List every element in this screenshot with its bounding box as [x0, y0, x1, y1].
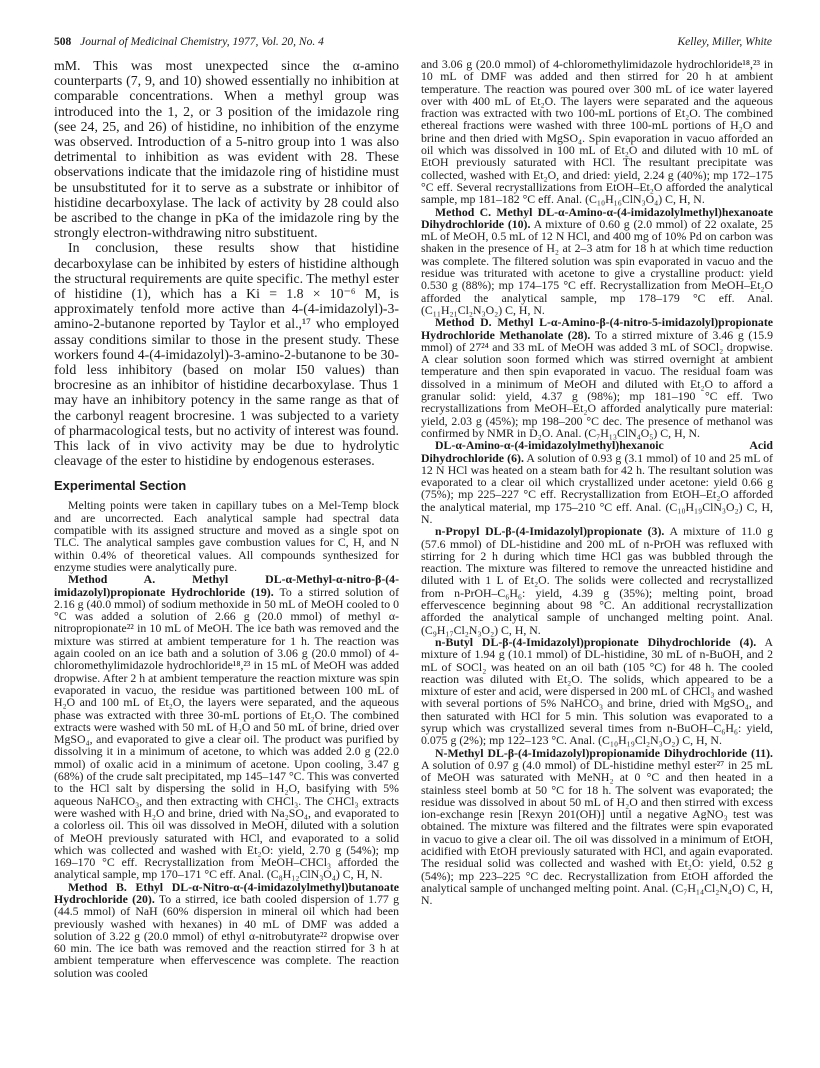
right-column [421, 58, 773, 906]
section-heading: Experimental Section [54, 478, 187, 494]
compound-3-body: A mixture of 11.0 g (57.6 mmol) of DL-histidine and 200 mL of n-PrOH was refluxed with stirring for 2 h during which time HCl gas was bubbled through the reaction. The mixture was filtered to remove the unreacted histidine and diluted with 1 L of Et₂O. The solids were collected and recrystallized from n-PrOH–C₆H₆: yield, 4.39 g (35%); melting point, broad effervescence beginning about 98 °C. An additional recrystallization afforded the analytical sample of unchanged melting point. Anal. (C₉H₁₇Cl₂N₃O₂) C, H, N. [421, 524, 774, 637]
method-b-continued: and 3.06 g (20.0 mmol) of 4-chloromethylimidazole hydrochloride¹⁸,²³ in 10 mL of DMF was added and then stirred for 20 h at ambient temperature. The reaction was poured over 300 mL of ice water layered over with 400 mL of Et₂O. The layers were separated and the aqueous fraction was extracted with two 100-mL portions of Et₂O. The combined ethereal fractions were washed with three 100-mL portions of H₂O and brine and then dried with MgSO₄. Spin evaporation in vacuo afforded an oil which was dissolved in 100 mL of Et₂O and diluted with 10 mL of EtOH previously saturated with HCl. The resultant precipitate was collected, washed with Et₂O, and dried: yield, 2.24 g (40%); mp 172–175 °C eff. Several recrystallizations from EtOH–Et₂O afforded the analytical sample, mp 181–182 °C eff. Anal. (C₁₀H₁₆ClN₃O₄) C, H, N. [421, 57, 773, 207]
page-number: 508 [54, 36, 72, 48]
compound-4-paragraph [421, 636, 773, 747]
compound-4-body: A mixture of 1.94 g (10.1 mmol) of DL-histidine, 30 mL of n-BuOH, and 2 mL of SOCl₂ was heated on an oil bath (105 °C) for 48 h. The cooled reaction was diluted with Et₂O. The solids, which appeared to be a mixture of ester and acid, were dispersed in 200 mL of CHCl₃ and washed with several portions of 5% NaHCO₃ and brine, dried with MgSO₄, and then saturated with HCl for 5 min. This solution was evaporated to a syrup which was crystallized several times from n-BuOH–C₆H₆: yield, 0.075 g (2%); mp 122–123 °C. Anal. (C₁₀H₁₉Cl₂N₃O₂) C, H, N. [421, 634, 773, 748]
method-c-title: Method C. Methyl DL-α-Amino-α-(4-imidazolylmethyl)hexanoate Dihydrochloride (10). [421, 204, 773, 231]
method-d-paragraph [421, 316, 773, 439]
method-a-body: To a stirred solution of 2.16 g (40.0 mmol) of sodium methoxide in 50 mL of MeOH cooled to 0 °C was added a solution of 2.66 g (20.0 mmol) of methyl α-nitropropionate²² in 10 mL of MeOH. The ice bath was removed and the mixture was stirred at ambient temperature for 1 h. The reaction was again cooled on an ice bath and a solution of 3.06 g (20.0 mmol) of 4-chloromethylimidazole hydrochloride¹⁸,²³ in 15 mL of MeOH was added dropwise. After 2 h at ambient temperature the reaction mixture was spin evaporated in vacuo, the residue was partitioned between 100 mL of H₂O and 100 mL of Et₂O, the layers were separated, and the aqueous phase was extracted with three 30-mL portions of Et₂O. The combined extracts were washed with 50 mL of H₂O and 50 mL of brine, dried over MgSO₄, and evaporated to give a clear oil. The product was purified by dissolving it in a minimum of acetone, to which was added 2.0 g (22.0 mmol) of oxalic acid in a minimum of acetone. Upon cooling, 3.47 g (68%) of the crude salt precipitated, mp 145–147 °C. This was converted to the HCl salt by dispersing the solid in H₂O, basifying with 5% aqueous NaHCO₃, and then extracting with CHCl₃. The CHCl₃ extracts were washed with H₂O and brine, dried with Na₂SO₄, and evaporated to a colorless oil. This oil was dissolved in MeOH, diluted with a solution of MeOH previously saturated with HCl, and evaporated to a solid which was collected and washed with Et₂O: yield, 2.70 g (54%); mp 169–170 °C eff. Recrystallization from MeOH–CHCl₃ afforded the analytical sample, mp 170–171 °C eff. Anal. (C₈H₁₂ClN₃O₄) C, H, N. [54, 584, 400, 882]
method-c-paragraph [421, 206, 773, 317]
compound-11-paragraph [421, 747, 773, 907]
method-b-title: Method B. Ethyl DL-α-Nitro-α-(4-imidazolylmethyl)butanoate Hydrochloride (20). [54, 879, 399, 906]
discussion-paragraph: mM. This was most unexpected since the α-amino counterparts (7, 9, and 10) showed essentially no inhibition at comparable concentrations. When a methyl group was introduced into the 1, 2, or 3 position of the imidazole ring (see 24, 25, and 26) of histidine, no inhibition of the enzyme was observed. Introduction of a 5-nitro group into 1 was also detrimental to inhibition as was evident with 28. These observations indicate that the imidazole ring of histidine must be unsubstituted for it to serve as a substrate or inhibitor of histidine decarboxylase. The lack of activity by 28 could also be ascribed to the change in pKa of the imidazole ring by the strongly electron-withdrawing nitro substituent. [54, 58, 399, 241]
header-left [54, 36, 324, 48]
compound-11-body: A solution of 0.97 g (4.0 mmol) of DL-histidine methyl ester²⁷ in 25 mL of MeOH was saturated with MeNH₂ at 0 °C and then heated in a stainless steel bomb at 50 °C for 18 h. The solvent was evaporated; the residue was dissolved in about 50 mL of H₂O and then stirred with excess ion-exchange resin [Rexyn 201(OH)] until a negative AgNO₃ test was obtained. The mixture was filtered and the filtrates were spin evaporated in vacuo to give a clear oil. The oil was dissolved in a minimum of EtOH, acidified with EtOH previously saturated with HCl, and again evaporated. The residual solid was collected and washed with Et₂O: yield, 0.52 g (54%); mp 223–225 °C dec. Recrystallization from EtOH afforded the analytical sample of unchanged melting point. Anal. (C₇H₁₄Cl₂N₄O) C, H, N. [421, 757, 773, 908]
method-d-title: Method D. Methyl L-α-Amino-β-(4-nitro-5-imidazolyl)propionate Hydrochloride Methanolate (28). [421, 315, 773, 342]
journal-citation: Journal of Medicinal Chemistry, 1977, Vol. 20, No. 4 [80, 36, 324, 48]
compound-6-title: DL-α-Amino-α-(4-imidazolylmethyl)hexanoic Acid Dihydrochloride (6). [421, 438, 773, 465]
left-column [54, 58, 399, 979]
compound-6-body: A solution of 0.93 g (3.1 mmol) of 10 and 25 mL of 12 N HCl was heated on a steam bath for 42 h. The resultant solution was evaporated to a clear oil which crystallized under acetone: yield 0.66 g (75%); mp 225–227 °C eff. Recrystallization from EtOH–Et₂O afforded the analytical material, mp 175–210 °C eff. Anal. (C₁₀H₁₉ClN₃O₂) C, H, N. [421, 450, 773, 526]
compound-4-title: n-Butyl DL-β-(4-Imidazolyl)propionate Dihydrochloride (4). [435, 634, 757, 649]
method-d-body: To a stirred mixture of 3.46 g (15.9 mmol) of 27²⁴ and 33 mL of MeOH was added 3 mL of SOCl₂ dropwise. A clear solution soon formed which was stirred overnight at ambient temperature and then spin evaporated in vacuo. The residual foam was dissolved in a minimum of MeOH and diluted with Et₂O to afford a granular solid: yield, 4.37 g (98%); mp 181–190 °C eff. Two recrystallizations from MeOH–Et₂O afforded analytically pure material: yield, 2.03 g (45%); mp 198–200 °C dec. The presence of methanol was confirmed by NMR in D₂O. Anal. (C₇H₁₃ClN₄O₅) C, H, N. [421, 327, 773, 440]
compound-11-title: N-Methyl DL-β-(4-Imidazolyl)propionamide Dihydrochloride (11). [435, 745, 773, 760]
header-authors: Kelley, Miller, White [677, 36, 772, 48]
method-b-paragraph [54, 881, 399, 979]
compound-3-paragraph [421, 525, 773, 636]
conclusion-paragraph: In conclusion, these results show that histidine decarboxylase can be inhibited by esters of histidine although the structural requirements are quite specific. The methyl ester of histidine (1), which has a Ki = 1.8 × 10⁻⁶ M, is approximately tenfold more active than 4-(4-imidazolyl)-3-amino-2-butanone reported by Taylor et al.,¹⁷ who employed assay conditions similar to those in the present study. These workers found 4-(4-imidazolyl)-3-amino-2-butanone to be 30-fold less inhibitory (based on molar I50 values) than brocresine as an inhibitor of histidine decarboxylase. Thus 1 may have an inhibitory potency in the same range as that of the carbonyl reagent brocresine. 1 was subjected to a variety of pharmacological tests, but no activity of interest was found. This lack of in vivo activity may be due to hydrolytic cleavage of the ester to histidine by endogenous esterases. [54, 240, 399, 469]
compound-6-paragraph [421, 439, 773, 525]
experimental-intro: Melting points were taken in capillary tubes on a Mel-Temp block and are uncorrected. Each analytical sample had spectral data compatible with its assigned structure and moved as a single spot on TLC. The analytical samples gave combustion values for C, H, and N within 0.4% of theoretical values. All compounds synthesized for enzyme studies were analytically pure. [54, 498, 399, 574]
running-header [54, 36, 772, 52]
method-c-body: A mixture of 0.60 g (2.0 mmol) of 22 oxalate, 25 mL of MeOH, 0.5 mL of 12 N HCl, and 400 mg of 10% Pd on carbon was shaken in the presence of H₂ at 2–3 atm for 18 h at which time reduction was complete. The filtered solution was spin evaporated in vacuo and the residue was triturated with acetone to give a crystalline product: yield 0.530 g (88%); mp 174–175 °C eff. Recrystallization from MeOH–Et₂O afforded the analytical sample, mp 178–179 °C eff. Anal. (C₁₁H₂₁Cl₂N₃O₂) C, H, N. [421, 216, 773, 317]
method-a-title: Method A. Methyl DL-α-Methyl-α-nitro-β-(4-imidazolyl)propionate Hydrochloride (19). [54, 572, 399, 599]
method-a-paragraph [54, 573, 399, 880]
compound-3-title: n-Propyl DL-β-(4-Imidazolyl)propionate (3). [435, 524, 665, 539]
method-b-body: To a stirred, ice bath cooled dispersion of 1.77 g (44.5 mmol) of NaH (60% dispersion in mineral oil which had been previously washed with hexanes) in 40 mL of DMF was added a solution of 3.22 g (20.0 mmol) of ethyl α-nitrobutyrate²² dropwise over 60 min. The ice bath was removed and the reaction stirred for 3 h at ambient temperature when effervescence was complete. The reaction solution was cooled [54, 891, 399, 980]
